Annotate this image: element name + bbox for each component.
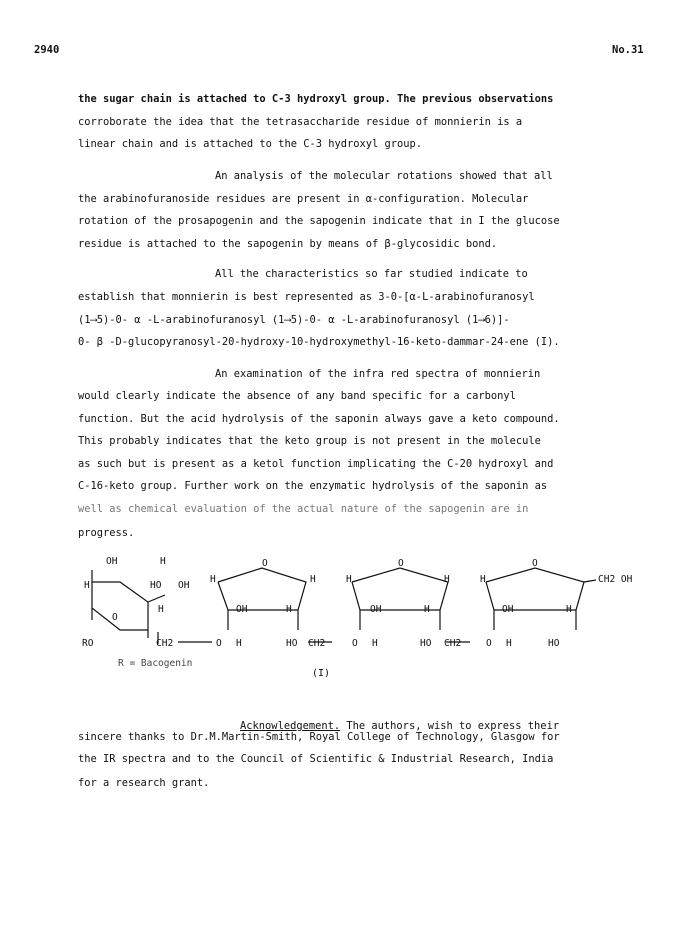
text-line: An analysis of the molecular rotations showed that all: [215, 170, 553, 182]
label-h: H: [346, 574, 352, 585]
text-line: corroborate the idea that the tetrasaccharide residue of monnierin is a: [78, 116, 523, 128]
text-line: for a research grant.: [78, 777, 210, 789]
label-h: H: [158, 604, 164, 615]
label-h: H: [566, 604, 572, 615]
text-line: the sugar chain is attached to C-3 hydroxyl group. The previous observations: [78, 93, 554, 105]
text-line: All the characteristics so far studied indicate to: [215, 268, 528, 280]
text-line: residue is attached to the sapogenin by means of β-glycosidic bond.: [78, 238, 498, 250]
label-h: H: [444, 574, 450, 585]
label-ho: HO: [420, 638, 432, 649]
text-line: would clearly indicate the absence of any band specific for a carbonyl: [78, 390, 516, 402]
label-h: H: [160, 556, 166, 567]
label-o: O: [216, 638, 222, 649]
label-ch2: CH2: [308, 638, 326, 649]
journal-issue: No.31: [612, 44, 644, 56]
text-span: The authors, wish to express their: [340, 720, 560, 732]
text-line: rotation of the prosapogenin and the sapogenin indicate that in I the glucose: [78, 215, 560, 227]
label-ho: HO: [548, 638, 560, 649]
text-line: An examination of the infra red spectra of monnierin: [215, 368, 541, 380]
label-h: H: [506, 638, 512, 649]
structure-label: (I): [312, 668, 331, 679]
text-line: establish that monnierin is best represented as 3-0-[α-L-arabinofuranosyl: [78, 291, 535, 303]
label-h: H: [372, 638, 378, 649]
text-line: C-16-keto group. Further work on the enzymatic hydrolysis of the saponin as: [78, 480, 548, 492]
acknowledgement-heading: Acknowledgement.: [240, 720, 341, 732]
label-oh: OH: [106, 556, 118, 567]
label-o: O: [352, 638, 358, 649]
text-line: function. But the acid hydrolysis of the saponin always gave a keto compound.: [78, 413, 560, 425]
label-h: H: [210, 574, 216, 585]
label-ho: HO: [286, 638, 298, 649]
label-ch2oh: CH2 OH: [598, 574, 633, 585]
label-o: O: [532, 558, 538, 569]
text-line: the IR spectra and to the Council of Scientific & Industrial Research, India: [78, 753, 554, 765]
label-h: H: [286, 604, 292, 615]
text-line: progress.: [78, 527, 135, 539]
label-h: H: [310, 574, 316, 585]
label-oh: OH: [502, 604, 514, 615]
label-h: H: [84, 580, 90, 591]
text-line: well as chemical evaluation of the actual nature of the sapogenin are in: [78, 503, 529, 515]
label-oh: OH: [370, 604, 382, 615]
label-oh: OH: [236, 604, 248, 615]
label-o: O: [262, 558, 268, 569]
label-h: H: [236, 638, 242, 649]
text-line: as such but is present as a ketol function implicating the C-20 hydroxyl and: [78, 458, 554, 470]
label-oh: OH: [178, 580, 190, 591]
label-o: O: [486, 638, 492, 649]
chemical-structure-diagram: [0, 550, 680, 690]
label-ho: HO: [150, 580, 162, 591]
label-ch2: CH2: [444, 638, 462, 649]
label-ch2: CH2: [156, 638, 174, 649]
label-h: H: [424, 604, 430, 615]
text-line: (1⟶5)-0- α -L-arabinofuranosyl (1⟶5)-0- α -L-arabinofuranosyl (1⟶6)]-: [78, 314, 510, 326]
r-definition: R = Bacogenin: [118, 658, 193, 669]
label-h: H: [480, 574, 486, 585]
label-o: O: [112, 612, 118, 623]
text-line: This probably indicates that the keto group is not present in the molecule: [78, 435, 541, 447]
text-line: linear chain and is attached to the C-3 hydroxyl group.: [78, 138, 423, 150]
text-line: sincere thanks to Dr.M.Martin-Smith, Royal College of Technology, Glasgow for: [78, 731, 560, 743]
text-line: 0- β -D-glucopyranosyl-20-hydroxy-10-hydroxymethyl-16-keto-dammar-24-ene (I).: [78, 336, 560, 348]
label-o: O: [398, 558, 404, 569]
label-ro: RO: [82, 638, 94, 649]
text-line: the arabinofuranoside residues are present in α-configuration. Molecular: [78, 193, 529, 205]
page-number: 2940: [34, 44, 60, 56]
